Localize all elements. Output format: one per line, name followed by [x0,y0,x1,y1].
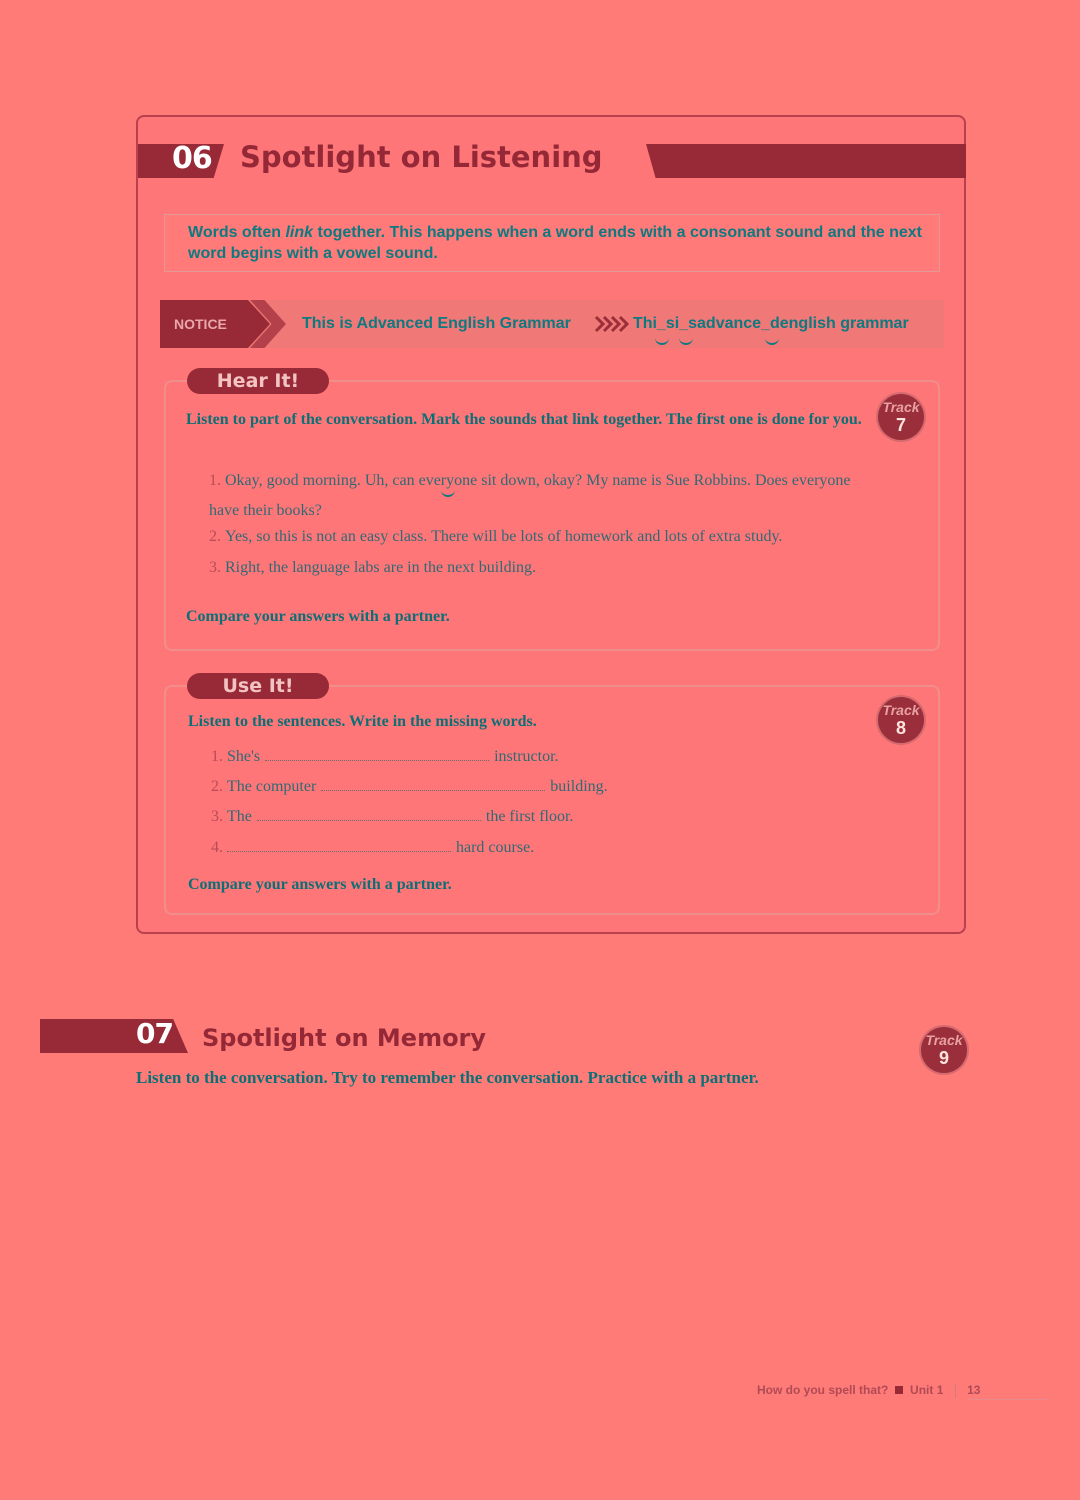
item-before: She's [227,748,261,765]
intro-text-before: Words often [188,224,286,241]
fill-item [211,808,573,826]
hear-it-instruction: Listen to part of the conversation. Mark the sounds that link together. The first one is done for you. [186,411,862,428]
track-number: 7 [895,415,906,435]
footer-chapter: How do you spell that? [757,1383,889,1397]
footer-rule [968,1399,1048,1400]
item-before: The computer [227,778,317,795]
item-number: 1. [209,472,221,489]
section-06-title: Spotlight on Listening [240,140,603,174]
fill-item [211,839,534,857]
use-it-compare: Compare your answers with a partner. [188,876,452,893]
notice-example: This is Advanced English Grammar [302,315,571,332]
footer-unit: Unit 1 [910,1383,944,1397]
item-before: The [227,808,252,825]
intro-text-after: together. This happens when a word ends with a consonant sound and the next word begins with a vowel sound. [188,224,922,262]
page-number: 13 [967,1383,981,1397]
notice-label: NOTICE [174,316,227,332]
item-after: hard course. [456,839,535,856]
list-item [209,466,874,526]
fill-item [211,778,608,796]
track-label: Track [882,399,920,415]
notice-linked: Thi_si_sadvance_denglish grammar [633,315,909,332]
answer-blank[interactable] [265,758,489,761]
item-after: instructor. [494,748,559,765]
track-number: 8 [895,718,906,738]
item-text: Right, the language labs are in the next building. [225,559,537,576]
track-label: Track [925,1032,963,1048]
item-number: 2. [211,778,223,795]
item-text: Yes, so this is not an easy class. There will be lots of homework and lots of extra study. [225,528,783,545]
item-number: 3. [209,559,221,576]
notice-double-arrow-icon [594,314,630,334]
section-06-bar-right [646,144,966,178]
item-after: the first floor. [485,808,574,825]
footer-divider [955,1384,956,1398]
list-item [209,526,879,548]
track-9-icon[interactable] [921,1027,967,1073]
item-number: 4. [211,839,223,856]
use-it-heading: Use It! [187,673,329,699]
track-8-icon[interactable] [878,697,924,743]
use-it-instruction: Listen to the sentences. Write in the missing words. [188,713,537,730]
intro-text-italic: link [285,224,314,241]
section-06-number: 06 [172,141,212,176]
track-number: 9 [938,1048,949,1068]
link-mark-icon [441,484,455,502]
footer-square-icon [895,1386,903,1394]
intro-text [188,222,928,264]
section-07-number: 07 [136,1017,173,1050]
item-number: 1. [211,748,223,765]
item-text: Okay, good morning. Uh, can everyone sit down, okay? My name is Sue Robbins. Does everyone have their books? [209,472,851,519]
hear-it-compare: Compare your answers with a partner. [186,608,450,625]
answer-blank[interactable] [257,818,481,821]
fill-item [211,748,559,766]
section-07-instruction: Listen to the conversation. Try to remember the conversation. Practice with a partner. [136,1068,759,1087]
item-number: 3. [211,808,223,825]
link-mark-icon [679,332,693,350]
link-mark-icon [655,332,669,350]
section-07-title: Spotlight on Memory [202,1024,487,1052]
item-number: 2. [209,528,221,545]
hear-it-heading: Hear It! [187,368,329,394]
answer-blank[interactable] [321,788,545,791]
page-footer [757,1383,980,1398]
item-after: building. [550,778,608,795]
track-7-icon[interactable] [878,394,924,440]
answer-blank[interactable] [227,849,451,852]
link-mark-icon [765,332,779,350]
track-label: Track [882,702,920,718]
list-item [209,557,879,579]
